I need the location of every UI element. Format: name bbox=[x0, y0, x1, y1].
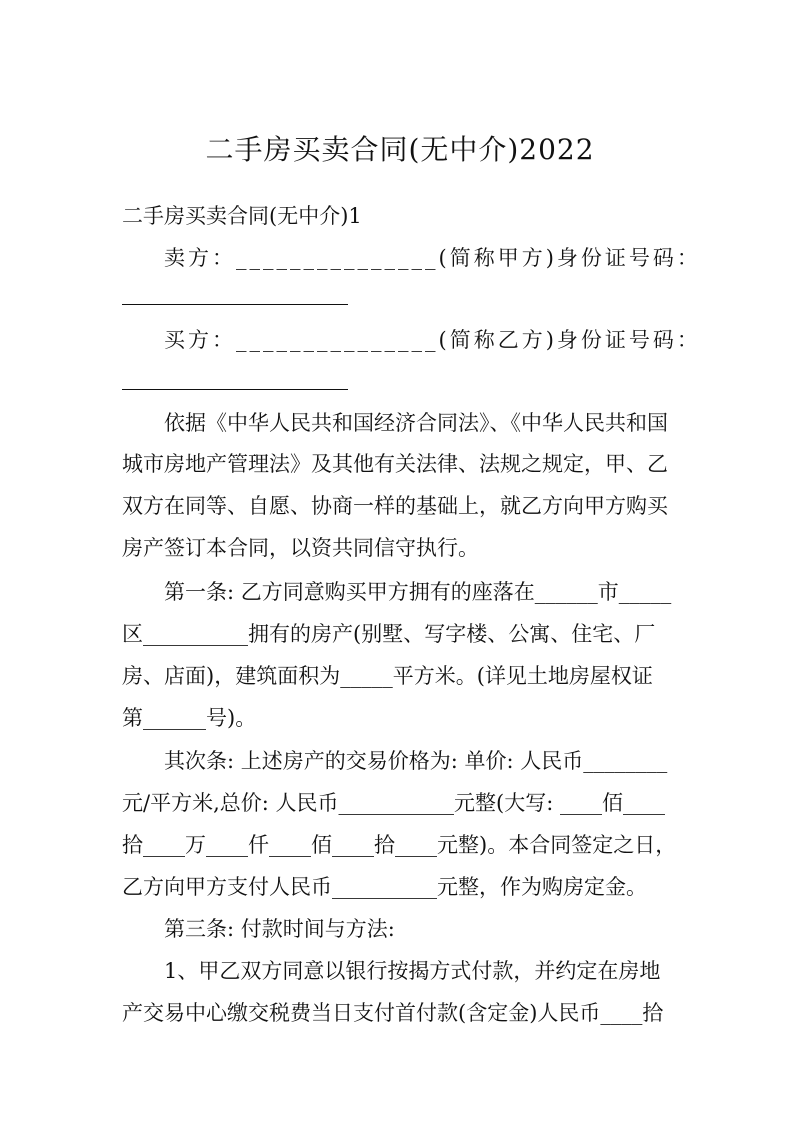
paragraph-line: 房产签订本合同，以资共同信守执行。 bbox=[122, 536, 479, 560]
paragraph-line: 1、甲乙双方同意以银行按揭方式付款，并约定在房地 bbox=[164, 959, 661, 983]
paragraph-line: 双方在同等、自愿、协商一样的基础上，就乙方向甲方购买 bbox=[122, 494, 668, 518]
paragraph-line: 房、店面)，建筑面积为_____平方米。(详见土地房屋权证 bbox=[122, 664, 653, 688]
seller-line: 卖方：_______________(简称甲方)身份证号码： bbox=[164, 246, 701, 270]
buyer-line: 买方：_______________(简称乙方)身份证号码： bbox=[164, 328, 701, 352]
paragraph-line: 第一条: 乙方同意购买甲方拥有的座落在______市_____ bbox=[164, 580, 672, 604]
paragraph-line: 区__________拥有的房产(别墅、写字楼、公寓、住宅、厂 bbox=[122, 622, 656, 646]
paragraph-line: 城市房地产管理法》及其他有关法律、法规之规定，甲、乙 bbox=[122, 452, 668, 476]
paragraph-line: 其次条: 上述房产的交易价格为: 单价: 人民币________ bbox=[164, 749, 668, 773]
paragraph-line: 第______号)。 bbox=[122, 706, 257, 730]
paragraph-line: 产交易中心缴交税费当日支付首付款(含定金)人民币____拾 bbox=[122, 1001, 664, 1025]
paragraph-line: 乙方向甲方支付人民币__________元整，作为购房定金。 bbox=[122, 875, 647, 899]
paragraph-line: 拾____万____仟____佰____拾____元整)。本合同签定之日， bbox=[122, 833, 677, 857]
paragraph-line: 元/平方米,总价: 人民币___________元整(大写: ____佰____ bbox=[122, 791, 665, 815]
document-title: 二手房买卖合同(无中介)2022 bbox=[205, 133, 595, 166]
document-subtitle: 二手房买卖合同(无中介)1 bbox=[122, 204, 362, 228]
buyer-id-blank bbox=[122, 389, 348, 390]
seller-id-blank bbox=[122, 304, 348, 305]
paragraph-line: 第三条: 付款时间与方法: bbox=[164, 917, 395, 941]
paragraph-line: 依据《中华人民共和国经济合同法》、《中华人民共和国 bbox=[164, 411, 668, 435]
